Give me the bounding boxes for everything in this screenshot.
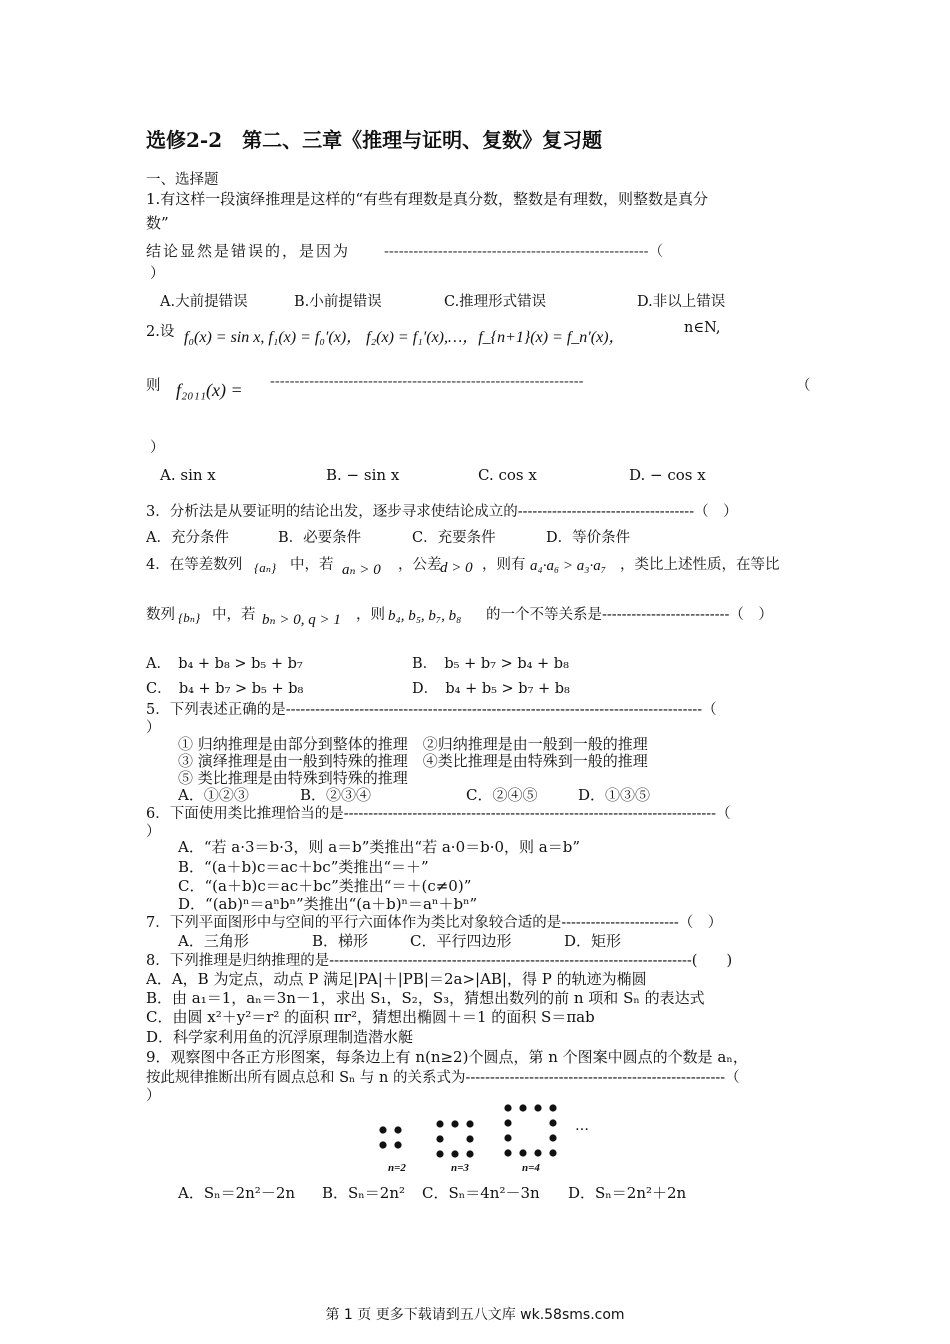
q9-option-c: C．Sₙ＝4n²－3n (422, 1184, 540, 1202)
q3-option-a: A．充分条件 (146, 530, 229, 546)
q3-option-b: B．必要条件 (278, 530, 362, 546)
q8-option-b: B．由 a₁＝1，aₙ＝3n－1，求出 S₁，S₂，S₃，猜想出数列的前 n 项和 Sₙ 的表达式 (146, 989, 705, 1007)
page-title: 选修2-2 第二、三章《推理与证明、复数》复习题 (146, 128, 603, 152)
q7-option-d: D．矩形 (564, 932, 622, 950)
q1-line1: 1.有这样一段演绎推理是这样的“有些有理数是真分数，整数是有理数，则整数是真分 (146, 190, 708, 208)
label-n4: n=4 (522, 1162, 540, 1174)
q6-text: 6．下面使用类比推理恰当的是----------------------------------------------------------------------------（ (146, 806, 731, 822)
page-footer: 第 1 页 更多下载请到五八文库 wk.58sms.com (325, 1307, 625, 1323)
q2-then: 则 (146, 378, 161, 394)
q4-seq-a: {aₙ} (254, 560, 277, 575)
q4-part9: 的一个不等关系是--------------------------（ ） (486, 607, 773, 623)
q7-text: 7．下列平面图形中与空间的平行六面体作为类比对象较合适的是------------------------（ ） (146, 915, 723, 931)
q7-option-a: A．三角形 (178, 932, 249, 950)
q9-option-b: B．Sₙ＝2n² (322, 1184, 406, 1202)
q1-line2: 数” (146, 214, 169, 232)
pattern-n4 (504, 1104, 556, 1156)
q5-option-a: A．①②③ (178, 786, 249, 804)
q2-target: f₂₀₁₁(x) = (176, 380, 243, 400)
q1-option-c: C.推理形式错误 (444, 294, 547, 310)
pattern-n2 (379, 1126, 401, 1148)
q2-dashes: ---------------------------------------------------------------- (270, 374, 584, 390)
q2-option-d: D. − cos x (629, 466, 706, 484)
q9-line2: 按此规律推断出所有圆点总和 Sₙ 与 n 的关系式为-----------------------------------------------------（ (146, 1070, 740, 1086)
q7-option-c: C．平行四边形 (410, 932, 512, 950)
q8-option-c: C．由圆 x²＋y²＝r² 的面积 πr²，猜想出椭圆＋＝1 的面积 S＝πab (146, 1008, 595, 1026)
q6-option-b: B．“(a＋b)c＝ac＋bc”类推出“＝＋” (178, 858, 429, 876)
q6-close-paren: ） (146, 824, 161, 840)
q5-item-3: ⑤ 类比推理是由特殊到特殊的推理 (178, 769, 408, 787)
q2-close-paren: ） (150, 440, 165, 456)
q3-text: 3．分析法是从要证明的结论出发，逐步寻求使结论成立的------------------------------------（ ） (146, 504, 738, 520)
q8-option-a: A．A，B 为定点，动点 P 满足|PA|＋|PB|＝2a>|AB|，得 P 的轨迹为椭圆 (146, 970, 647, 988)
q5-option-c: C．②④⑤ (466, 786, 538, 804)
pattern-ellipsis: … (575, 1118, 589, 1134)
q1-option-a: A.大前提错误 (160, 294, 248, 310)
q4-option-c: C． b₄ + b₇ > b₅ + b₈ (146, 681, 304, 697)
q2-option-b: B. − sin x (326, 466, 400, 484)
q4-part6: 数列 (146, 607, 175, 623)
q5-option-b: B．②③④ (300, 786, 372, 804)
label-n3: n=3 (451, 1162, 469, 1174)
q5-item-1: ① 归纳推理是由部分到整体的推理 ②归纳推理是由一般到一般的推理 (178, 735, 648, 753)
q6-option-d: D．“(ab)ⁿ＝aⁿbⁿ”类推出“(a＋b)ⁿ＝aⁿ＋bⁿ” (178, 895, 478, 913)
q1-line3: 结论显然是错误的，是因为 (146, 242, 351, 260)
q4-seq-b: {bₙ} (178, 610, 201, 625)
q4-option-a: A． b₄ + b₈ > b₅ + b₇ (146, 656, 303, 672)
q9-option-a: A．Sₙ＝2n²－2n (178, 1184, 296, 1202)
q5-option-d: D．①③⑤ (578, 786, 651, 804)
q6-option-c: C．“(a＋b)c＝ac＋bc”类推出“＝＋(c≠0)” (178, 877, 472, 895)
q7-option-b: B．梯形 (312, 932, 369, 950)
q3-option-c: C．充要条件 (412, 530, 496, 546)
q4-part1: 4．在等差数列 (146, 557, 243, 573)
dot-pattern-figure (370, 1100, 610, 1180)
q4-option-d: D． b₄ + b₅ > b₇ + b₈ (412, 681, 570, 697)
q3-option-d: D．等价条件 (546, 530, 631, 546)
q1-option-b: B.小前提错误 (294, 294, 382, 310)
q4-cond-a: aₙ > 0 (342, 562, 381, 578)
q4-part7: 中，若 (212, 607, 256, 623)
q4-inequality-a: a₄·a₆ > a₃·a₇ (530, 558, 606, 574)
q4-part8: ，则 (356, 607, 385, 623)
q8-text: 8．下列推理是归纳推理的是--------------------------------------------------------------------------( ) (146, 953, 733, 969)
q1-option-d: D.非以上错误 (637, 294, 726, 310)
q2-open-paren: （ (796, 378, 811, 394)
q5-item-2: ③ 演绎推理是由一般到特殊的推理 ④类比推理是由特殊到一般的推理 (178, 752, 648, 770)
q1-dashes: ------------------------------------------------------（ (384, 244, 664, 260)
q1-close-paren: ） (150, 266, 165, 282)
q5-close-paren: ） (146, 720, 161, 736)
q4-part5: ，类比上述性质，在等比 (620, 557, 780, 573)
q4-option-b: B． b₅ + b₇ > b₄ + b₈ (412, 656, 569, 672)
q4-cond-d: d > 0 (440, 560, 473, 576)
q2-prefix: 2.设 (146, 324, 175, 340)
label-n2: n=2 (388, 1162, 406, 1174)
q4-terms: b₄, b₅, b₇, b₈ (388, 608, 462, 624)
q2-formula: f₀(x) = sin x, f₁(x) = f₀′(x)， f₂(x) = f₁′(x),…，f_{n+1}(x) = f_n′(x)， (184, 329, 625, 346)
q9-line1: 9．观察图中各正方形图案，每条边上有 n(n≥2)个圆点，第 n 个图案中圆点的个数是 aₙ， (146, 1048, 748, 1066)
pattern-n3 (436, 1120, 473, 1157)
q2-option-c: C. cos x (478, 466, 537, 484)
q9-close-paren: ） (146, 1088, 161, 1104)
q8-option-d: D．科学家利用鱼的沉浮原理制造潜水艇 (146, 1028, 414, 1046)
section-heading: 一、选择题 (146, 172, 219, 188)
q4-part4: ，则有 (482, 557, 526, 573)
q9-option-d: D．Sₙ＝2n²＋2n (568, 1184, 687, 1202)
q4-cond-b: bₙ > 0, q > 1 (262, 612, 341, 628)
q4-part2: 中，若 (290, 557, 334, 573)
q2-nset: n∈N, (684, 320, 721, 336)
q6-option-a: A．“若 a·3＝b·3，则 a＝b”类推出“若 a·0＝b·0，则 a＝b” (178, 838, 581, 856)
q4-part3: ，公差 (398, 557, 442, 573)
q2-option-a: A. sin x (160, 466, 216, 484)
q5-text: 5．下列表述正确的是-------------------------------------------------------------------------------------（ (146, 702, 717, 718)
